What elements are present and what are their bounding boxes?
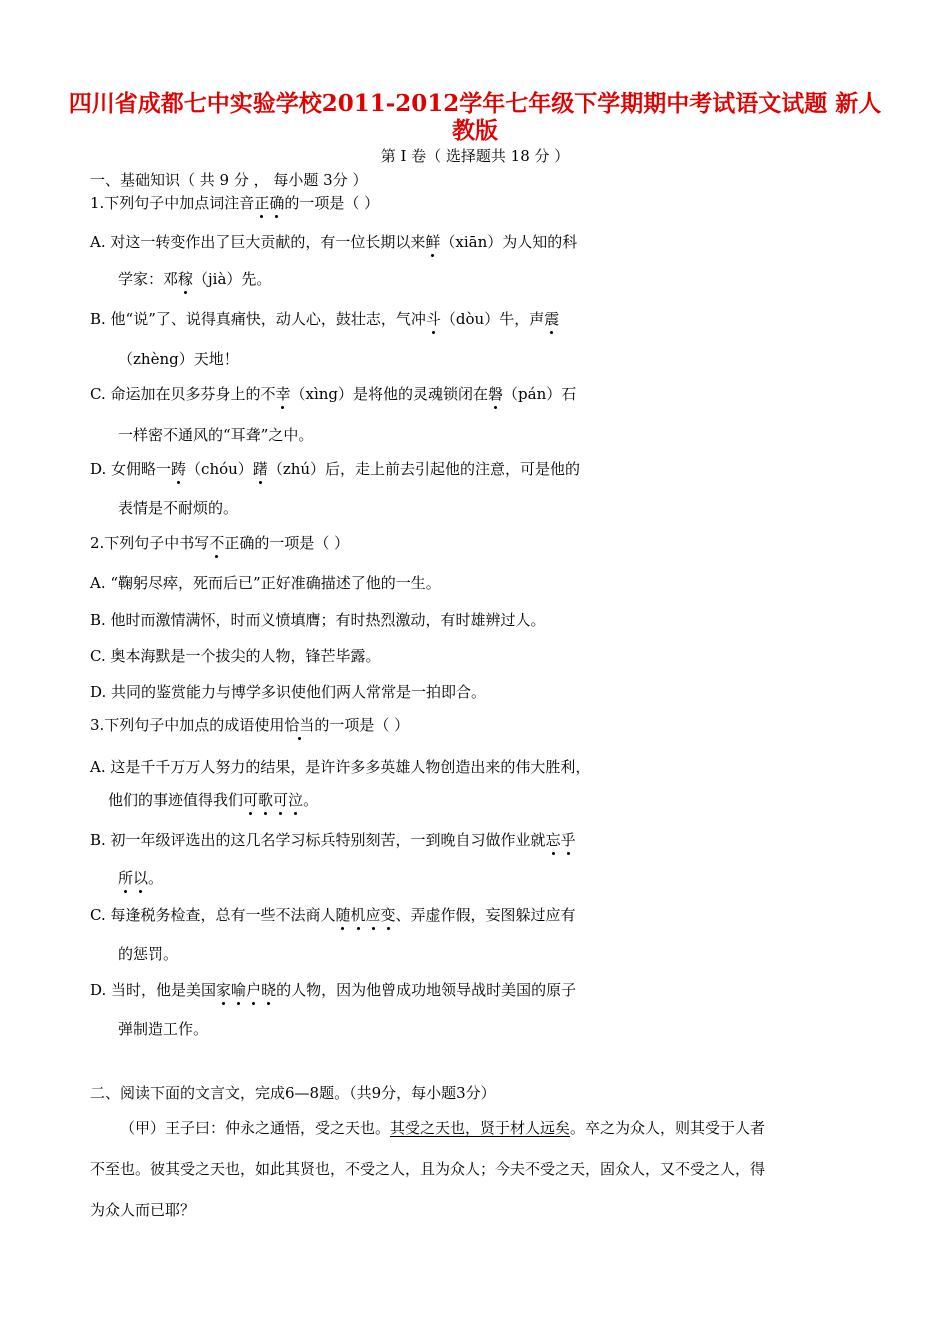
q3-option-b: B. 初一年级评选出的这几名学习标兵特别刻苦，一到晚自习做作业就忘乎	[90, 831, 576, 849]
dotted-char: 晓	[261, 981, 277, 999]
passage-line-2: 不至也。彼其受之天也，如此其贤也，不受之人，且为众人；今夫不受之天，固众人，又不受之人，得	[90, 1160, 766, 1178]
dotted-char: 可	[273, 791, 289, 809]
dotted-phrase	[243, 791, 303, 809]
dotted-char: 机	[350, 906, 366, 924]
dotted-char: 正	[254, 194, 270, 212]
page-title: 四川省成都七中实验学校2011-2012学年七年级下学期期中考试语文试题 新人教版	[68, 90, 882, 144]
dotted-char: 鲜	[425, 233, 441, 251]
q1-stem: 1.下列句子中加点词注音正确的一项是（ ）	[90, 194, 380, 212]
q1-option-c-cont: 一样密不通风的“耳聋”之中。	[118, 426, 314, 444]
section2-heading: 二、阅读下面的文言文，完成6—8题。（共9分，每小题3分）	[90, 1084, 496, 1102]
passage-line-1: （甲）王子曰：仲永之通悟，受之天也。其受之天也，贤于材人远矣。卒之为众人，则其受于人者	[120, 1119, 766, 1137]
dotted-char: 幸	[275, 385, 291, 403]
dotted-char: 应	[365, 906, 381, 924]
passage-line-3: 为众人而已耶？	[90, 1201, 196, 1219]
q2-option-a: A. “鞠躬尽瘁，死而后已”正好准确描述了他的一生。	[90, 574, 441, 592]
q1-option-d: D. 女佣略一踌（chóu）躇（zhú）后，走上前去引起他的注意，可是他的	[90, 460, 581, 478]
page-subtitle: 第 I 卷（ 选择题共 18 分 ）	[380, 147, 570, 165]
emphasis-mark	[254, 194, 284, 212]
q1-option-c: C. 命运加在贝多芬身上的不幸（xìng）是将他的灵魂锁闭在磐（pán）石	[90, 385, 577, 403]
dotted-char: 家	[216, 981, 232, 999]
dotted-char: 踌	[171, 460, 187, 478]
q3-option-a-cont: 他们的事迹值得我们可歌可泣。	[108, 791, 319, 809]
dotted-char: 以	[133, 869, 149, 887]
dotted-char: 躇	[252, 460, 268, 478]
q3-option-b-cont: 所以。	[118, 869, 164, 887]
q3-stem: 3.下列句子中加点的成语使用恰当的一项是（ ）	[90, 716, 410, 734]
dotted-char: 稼	[178, 270, 194, 288]
dotted-phrase	[118, 869, 148, 887]
underlined-sentence: 其受之天也，贤于材人远矣	[390, 1119, 571, 1137]
q1-option-d-cont: 表情是不耐烦的。	[118, 499, 239, 517]
dotted-char: 确	[269, 194, 285, 212]
dotted-char: 斗	[425, 310, 441, 328]
q1-option-a-cont: 学家：邓稼（jià）先。	[118, 270, 272, 288]
dotted-char: 磐	[488, 385, 504, 403]
q2-option-b: B. 他时而激情满怀，时而义愤填膺；有时热烈激动，有时雄辨过人。	[90, 611, 546, 629]
dotted-char: 变	[380, 906, 396, 924]
q3-option-a: A. 这是千千万万人努力的结果，是许许多多英雄人物创造出来的伟大胜利，	[90, 758, 591, 776]
dotted-char: 歌	[258, 791, 274, 809]
dotted-char: 不	[209, 534, 225, 552]
dotted-char: 喻	[231, 981, 247, 999]
q1-option-a: A. 对这一转变作出了巨大贡献的，有一位长期以来鲜（xiān）为人知的科	[90, 233, 578, 251]
dotted-char: 所	[118, 869, 134, 887]
q1-option-b-cont: （zhèng）天地！	[118, 350, 239, 368]
dotted-char: 恰当	[284, 716, 315, 734]
dotted-char: 户	[246, 981, 262, 999]
dotted-char: 乎	[560, 831, 576, 849]
q2-option-c: C. 奥本海默是一个拔尖的人物，锋芒毕露。	[90, 647, 381, 665]
dotted-char: 震	[544, 310, 560, 328]
dotted-phrase	[335, 906, 395, 924]
q2-option-d: D. 共同的鉴赏能力与博学多识使他们两人常常是一拍即合。	[90, 683, 487, 701]
dotted-char: 泣	[288, 791, 304, 809]
q2-stem: 2.下列句子中书写不正确的一项是（ ）	[90, 534, 350, 552]
dotted-phrase	[216, 981, 276, 999]
q3-option-c-cont: 的惩罚。	[118, 945, 179, 963]
q3-option-d: D. 当时，他是美国家喻户晓的人物，因为他曾成功地领导战时美国的原子	[90, 981, 577, 999]
dotted-phrase	[546, 831, 576, 849]
q3-option-d-cont: 弹制造工作。	[118, 1020, 209, 1038]
section1-heading: 一、基础知识（ 共 9 分 ， 每小题 3分 ）	[90, 171, 368, 189]
q1-option-b: B. 他“说”了、说得真痛快，动人心，鼓壮志，气冲斗（dòu）牛，声震	[90, 310, 560, 328]
q3-option-c: C. 每逢税务检查，总有一些不法商人随机应变、弄虚作假，妄图躲过应有	[90, 906, 576, 924]
dotted-char: 随	[335, 906, 351, 924]
dotted-char: 可	[243, 791, 259, 809]
dotted-char: 忘	[545, 831, 561, 849]
